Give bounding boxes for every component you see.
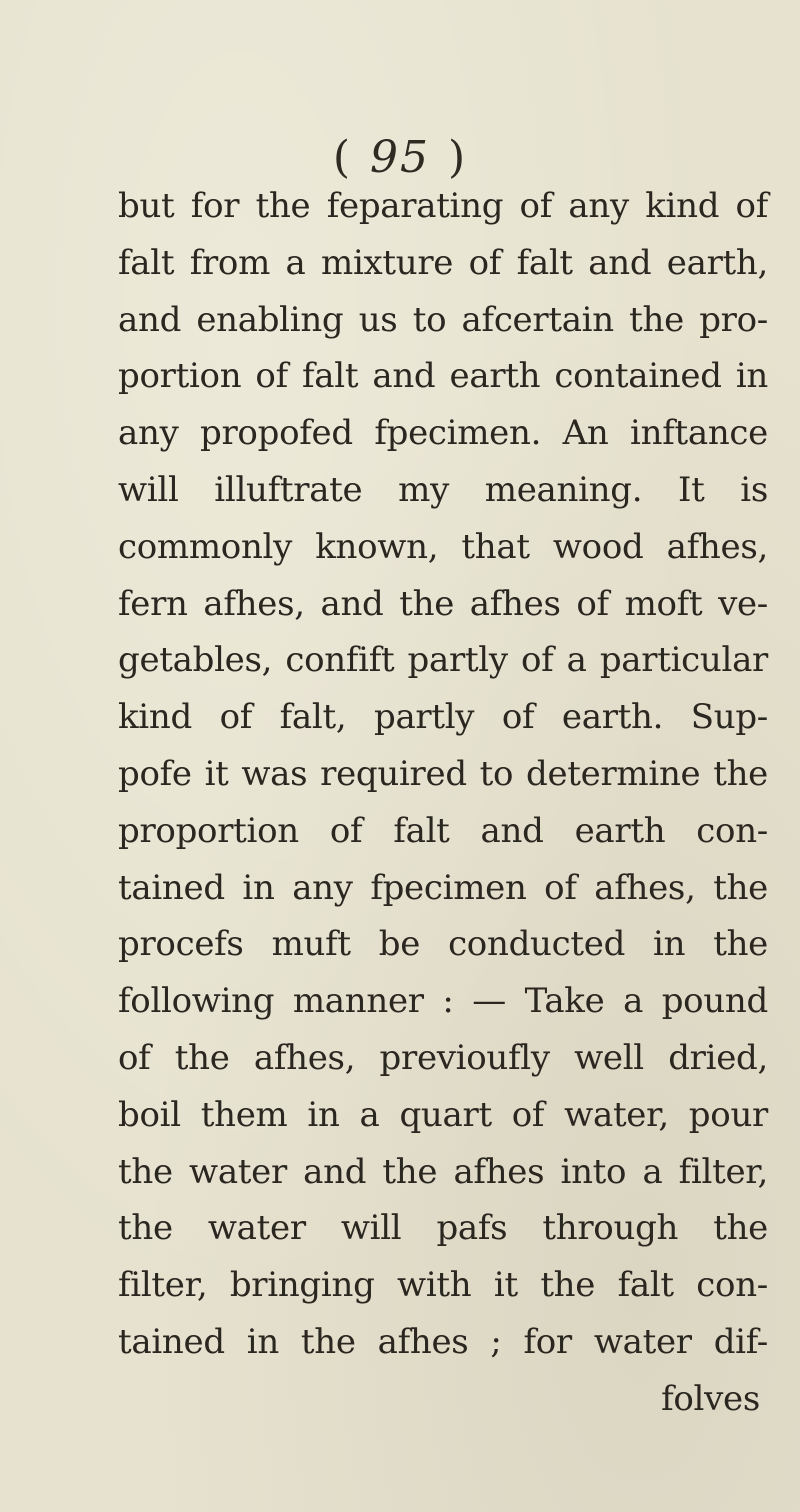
text-line: but for the feparating of any kind of xyxy=(118,186,768,226)
header-close-paren: ) xyxy=(448,132,468,183)
text-line: filter, bringing with it the falt con- xyxy=(118,1265,768,1306)
text-line: falt from a mixture of falt and earth, xyxy=(118,242,768,283)
text-line: of the afhes, previoufly well dried, xyxy=(118,1037,768,1078)
text-line: portion of falt and earth contained in xyxy=(118,356,768,397)
page-number: 95 xyxy=(370,132,430,183)
text-line: getables, confift partly of a particular xyxy=(118,640,768,681)
text-line: the water will pafs through the xyxy=(118,1208,768,1249)
text-line: and enabling us to afcertain the pro- xyxy=(118,299,768,340)
text-line: any propofed fpecimen. An inftance xyxy=(118,413,768,454)
text-line: tained in the afhes ; for water dif- xyxy=(118,1321,768,1362)
text-line: commonly known, that wood afhes, xyxy=(118,526,768,567)
text-line: following manner : — Take a pound xyxy=(118,981,768,1022)
text-line: fern afhes, and the afhes of moft ve- xyxy=(118,583,768,624)
text-line: procefs muft be conducted in the xyxy=(118,924,768,965)
header-open-paren: ( xyxy=(332,132,352,183)
text-line: proportion of falt and earth con- xyxy=(118,810,768,851)
catchword: folves xyxy=(661,1378,760,1419)
text-line: kind of falt, partly of earth. Sup- xyxy=(118,697,768,738)
text-line: tained in any fpecimen of afhes, the xyxy=(118,867,768,908)
text-line: pofe it was required to determine the xyxy=(118,753,768,794)
page-body-text xyxy=(118,178,768,1428)
text-line: will illuftrate my meaning. It is xyxy=(118,469,768,510)
text-line: the water and the afhes into a filter, xyxy=(118,1151,768,1192)
page-header xyxy=(0,132,800,183)
text-line: boil them in a quart of water, pour xyxy=(118,1094,768,1135)
